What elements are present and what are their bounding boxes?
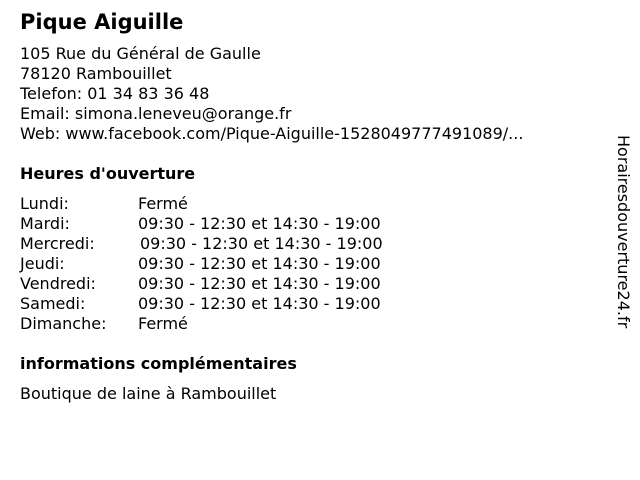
hours-day: Vendredi: <box>20 274 96 293</box>
hours-day: Lundi: <box>20 194 69 213</box>
hours-time: Fermé <box>138 194 188 213</box>
additional-info-text: Boutique de laine à Rambouillet <box>20 384 277 403</box>
site-brand-vertical <box>612 135 634 345</box>
opening-hours-heading: Heures d'ouverture <box>20 164 196 183</box>
site-brand-text: Horairesdouverture24.fr <box>614 135 633 329</box>
hours-day: Dimanche: <box>20 314 107 333</box>
hours-day: Mercredi: <box>20 234 95 253</box>
business-name: Pique Aiguille <box>20 10 184 34</box>
hours-time: Fermé <box>138 314 188 333</box>
web-line: Web: www.facebook.com/Pique-Aiguille-1528049777491089/... <box>20 124 524 143</box>
hours-time: 09:30 - 12:30 et 14:30 - 19:00 <box>138 274 381 293</box>
contact-block <box>20 44 523 144</box>
hours-time: 09:30 - 12:30 et 14:30 - 19:00 <box>140 234 383 253</box>
additional-info-heading: informations complémentaires <box>20 354 297 373</box>
email-line: Email: simona.leneveu@orange.fr <box>20 104 292 123</box>
hours-day: Jeudi: <box>20 254 65 273</box>
hours-time: 09:30 - 12:30 et 14:30 - 19:00 <box>138 214 381 233</box>
phone-line: Telefon: 01 34 83 36 48 <box>20 84 210 103</box>
hours-time: 09:30 - 12:30 et 14:30 - 19:00 <box>138 254 381 273</box>
address-street: 105 Rue du Général de Gaulle <box>20 44 261 63</box>
hours-day: Samedi: <box>20 294 86 313</box>
hours-day: Mardi: <box>20 214 70 233</box>
address-city: 78120 Rambouillet <box>20 64 172 83</box>
hours-time: 09:30 - 12:30 et 14:30 - 19:00 <box>138 294 381 313</box>
